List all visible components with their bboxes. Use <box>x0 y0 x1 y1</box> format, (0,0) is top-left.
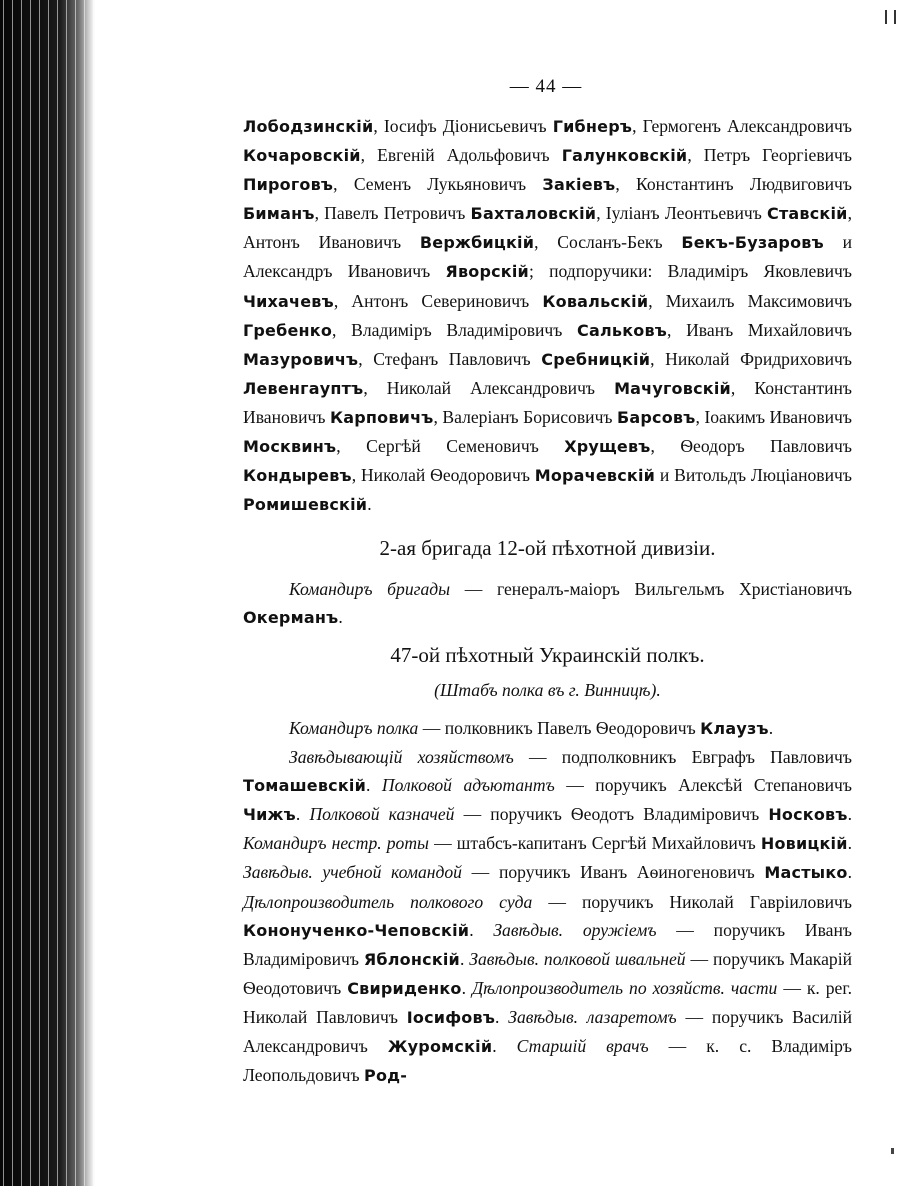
brigade-section <box>243 575 852 632</box>
scan-speck <box>891 1148 894 1154</box>
officer-list-paragraph: Лободзинскій, Іосифъ Діонисьевичъ Гибнеръ, Гермогенъ Александровичъ Кочаровскій, Евгеній Адольфовичъ Галунковскій, Петръ Георгіевичъ Пироговъ, Семенъ Лукьяновичъ Закіевъ, Константинъ Людвиговичъ Биманъ, Павелъ Петровичъ Бахталовскій, Іуліанъ Леонтьевичъ Ставскій, Антонъ Ивановичъ Вержбицкій, Сосланъ-Бекъ Бекъ-Бузаровъ и Александръ Ивановичъ Яворскій; подпоручики: Владиміръ Яковлевичъ Чихачевъ, Антонъ Севериновичъ Ковальскій, Михаилъ Максимовичъ Гребенко, Владиміръ Владиміровичъ Сальковъ, Иванъ Михайловичъ Мазуровичъ, Стефанъ Павловичъ Сребницкій, Николай Фридриховичъ Левенгауптъ, Николай Александровичъ Мачуговскій, Константинъ Ивановичъ Карповичъ, Валеріанъ Борисовичъ Барсовъ, Іоакимъ Ивановичъ Москвинъ, Сергѣй Семеновичъ Хрущевъ, Ѳеодоръ Павловичъ Кондыревъ, Николай Ѳеодоровичъ Морачевскій и Витольдъ Люціановичъ Ромишевскій. <box>243 116 852 515</box>
regiment-section <box>243 714 852 1090</box>
scanned-binding-edge <box>0 0 95 1186</box>
scan-corner-mark <box>885 10 896 24</box>
page-number: — 44 — <box>509 76 583 97</box>
regiment-staff-paragraph: Завѣдывающій хозяйствомъ — подполковникъ Евграфъ Павловичъ Томашевскій. Полковой адъютантъ — поручикъ Алексѣй Степановичъ Чижъ. Полковой казначей — поручикъ Ѳеодотъ Владиміровичъ Носковъ. Командиръ нестр. роты — штабсъ-капитанъ Сергѣй Михайловичъ Новицкій. Завѣдыв. учебной командой — поручикъ Иванъ Аѳиногеновичъ Мастыко. Дѣлопроизводитель полкового суда — поручикъ Николай Гавріиловичъ Кононученко-Чеповскій. Завѣдыв. оружіемъ — поручикъ Иванъ Владиміровичъ Яблонскій. Завѣдыв. полковой швальней — поручикъ Макарій Ѳеодотовичъ Свириденко. Дѣлопроизводитель по хозяйств. части — к. рег. Николай Павловичъ Іосифовъ. Завѣдыв. лазаретомъ — поручикъ Василій Александровичъ Журомскій. Старшій врачъ — к. с. Владиміръ Леопольдовичъ Род- <box>243 747 853 1086</box>
officer-list-continuation <box>243 112 852 519</box>
regiment-hq-note: (Штабъ полка въ г. Винницѣ). <box>434 680 661 700</box>
regiment-heading: 47-ой пѣхотный Украинскій полкъ. <box>390 643 705 667</box>
brigade-heading: 2-ая бригада 12-ой пѣхотной дивизіи. <box>379 536 716 560</box>
regiment-commander-paragraph: Командиръ полка — полковникъ Павелъ Ѳеодоровичъ Клаузъ. <box>289 718 774 738</box>
brigade-commander-paragraph: Командиръ бригады — генералъ-маіоръ Вильгельмъ Христіановичъ Окерманъ. <box>243 579 852 628</box>
